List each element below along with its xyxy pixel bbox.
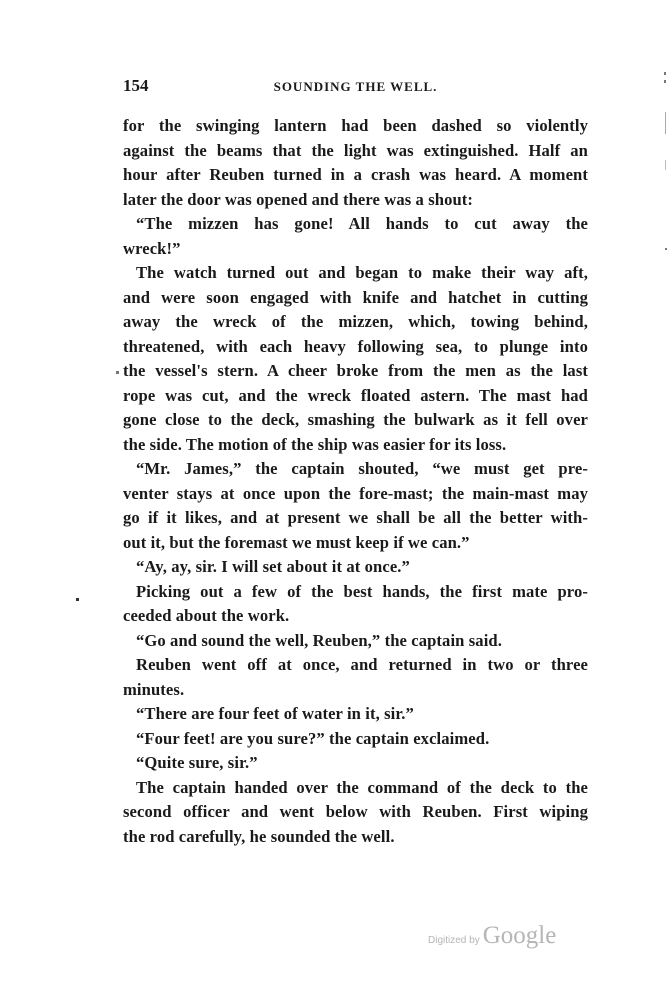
text-line: “Mr. James,” the captain shouted, “we must get pre- — [136, 459, 588, 478]
running-title: SOUNDING THE WELL. — [273, 79, 438, 94]
text-line: Picking out a few of the best hands, the first mate pro- — [136, 581, 588, 601]
text-line: “Go and sound the well, Reuben,” the captain said. — [136, 630, 502, 650]
text-line: venter stays at once upon the fore-mast; the main-mast may — [123, 483, 588, 503]
watermark-brand: Google — [482, 922, 557, 949]
scan-speck — [664, 72, 666, 75]
text-line: for the swinging lantern had been dashed so violently — [123, 116, 588, 135]
scan-speck — [664, 80, 666, 83]
page-body-text — [123, 114, 588, 849]
text-line: the vessel's stern. A cheer broke from the men as the last — [123, 361, 588, 380]
text-line: against the beams that the light was extinguished. Half an — [123, 140, 588, 160]
text-line: threatened, with each heavy following sea, to plunge into — [123, 336, 588, 356]
text-line: the rod carefully, he sounded the well. — [123, 826, 395, 846]
scan-speck — [665, 248, 667, 250]
text-line: go if it likes, and at present we shall be all the better with- — [123, 508, 588, 527]
watermark-prefix: Digitized by — [428, 935, 480, 946]
text-line: hour after Reuben turned in a crash was heard. A moment — [123, 165, 588, 184]
text-line: the side. The motion of the ship was easier for its loss. — [123, 434, 507, 454]
text-line: rope was cut, and the wreck floated astern. The mast had — [123, 385, 588, 405]
text-line: ceeded about the work. — [123, 606, 290, 625]
text-line: “Ay, ay, sir. I will set about it at once.” — [136, 557, 410, 576]
text-line: away the wreck of the mizzen, which, towing behind, — [123, 312, 588, 331]
text-line: later the door was opened and there was a shout: — [123, 189, 474, 209]
text-line: and were soon engaged with knife and hatchet in cutting — [123, 287, 588, 307]
text-line: “The mizzen has gone! All hands to cut away the — [136, 214, 588, 233]
page-number: 154 — [123, 76, 149, 95]
text-line: wreck!” — [123, 238, 181, 258]
text-line: The captain handed over the command of the deck to the — [136, 777, 588, 797]
text-line: “Quite sure, sir.” — [136, 753, 258, 772]
scan-speck — [116, 371, 119, 374]
google-watermark — [428, 922, 556, 950]
text-line: “There are four feet of water in it, sir.” — [136, 704, 414, 723]
scan-speck — [76, 598, 79, 601]
text-line: minutes. — [123, 679, 185, 699]
text-line: “Four feet! are you sure?” the captain exclaimed. — [136, 728, 490, 748]
text-line: Reuben went off at once, and returned in two or three — [136, 655, 588, 674]
text-line: second officer and went below with Reuben. First wiping — [123, 802, 588, 821]
text-line: out it, but the foremast we must keep if we can.” — [123, 532, 470, 552]
scan-edge-mark — [665, 160, 666, 170]
page-header — [123, 76, 588, 100]
text-line: The watch turned out and began to make their way aft, — [136, 263, 588, 282]
text-line: gone close to the deck, smashing the bulwark as it fell over — [123, 410, 588, 429]
scan-edge-mark — [665, 112, 666, 134]
